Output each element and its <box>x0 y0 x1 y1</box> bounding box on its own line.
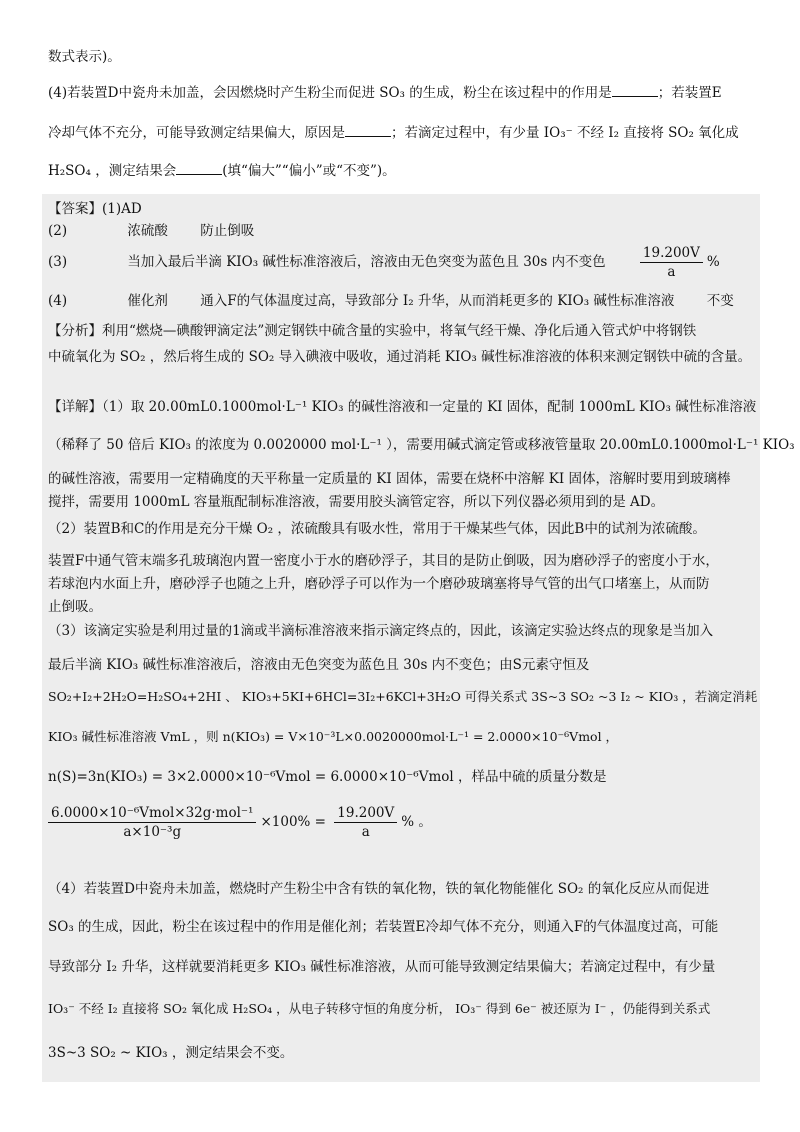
detail-line-4 <box>48 493 760 511</box>
answer-2 <box>48 222 760 240</box>
question-line-4 <box>48 162 760 180</box>
question-line-3 <box>48 124 760 142</box>
text: 【答案】(1)AD <box>48 201 142 217</box>
detail-line-1 <box>48 398 760 416</box>
analysis-line-2 <box>48 348 760 366</box>
text: 3S~3 SO₂ ~ KIO₃ ，测定结果会不变。 <box>48 1045 294 1061</box>
text: 中硫氧化为 SO₂ ，然后将生成的 SO₂ 导入碘液中吸收，通过消耗 KIO₃ 碱性标准溶液的体积来测定钢铁中硫的含量。 <box>48 349 752 365</box>
detail-line-8 <box>48 598 760 616</box>
text: 催化剂 <box>127 293 168 309</box>
text: IO₃⁻ 不经 I₂ 直接将 SO₂ 氧化成 H₂SO₄ ，从电子转移守恒的角度分析， IO₃⁻ 得到 6e⁻ 被还原为 I⁻ ，仍能得到关系式 <box>48 1001 711 1016</box>
text: （3）该滴定实验是利用过量的1滴或半滴标准溶液来指示滴定终点的，因此，该滴定实验达终点的现象是当加入 <box>48 623 714 639</box>
text: 冷却气体不充分，可能导致测定结果偏大，原因是 <box>48 125 345 141</box>
denominator: a <box>667 264 676 280</box>
text: SO₃ 的生成，因此，粉尘在该过程中的作用是催化剂；若装置E冷却气体不充分，则通入F的气体温度过高，可能 <box>48 919 719 935</box>
text: KIO₃ 碱性标准溶液 VmL ，则 n(KIO₃) = V×10⁻³L×0.0020000mol·L⁻¹ = 2.0000×10⁻⁶Vmol ， <box>48 729 619 744</box>
detail-line-2 <box>48 436 795 454</box>
question-line-1 <box>48 48 760 66</box>
answer-blank <box>612 84 658 97</box>
text: 当加入最后半滴 KIO₃ 碱性标准溶液后，溶液由无色突变为蓝色且 30s 内不变色 <box>127 254 606 270</box>
detail-line-6 <box>48 552 760 570</box>
answer-heading <box>48 200 760 218</box>
detail-line-5 <box>48 520 760 538</box>
answer-blank <box>176 162 222 175</box>
detail-line-10 <box>48 656 760 674</box>
detail-line-11 <box>48 688 760 706</box>
detail-line-3 <box>48 470 760 488</box>
text: 防止倒吸 <box>200 223 255 239</box>
text: n(S)=3n(KIO₃) = 3×2.0000×10⁻⁶Vmol = 6.0000×10⁻⁶Vmol ，样品中硫的质量分数是 <box>48 769 607 785</box>
text: 若球泡内水面上升，磨砂浮子也随之上升，磨砂浮子可以作为一个磨砂玻璃塞将导气管的出气口堵塞上，从而防 <box>48 576 710 592</box>
fraction <box>48 804 256 841</box>
numerator: 19.200V <box>640 244 703 263</box>
text: (4)若装置D中瓷舟未加盖，会因燃烧时产生粉尘而促进 SO₃ 的生成，粉尘在该过程中的作用是 <box>48 85 612 101</box>
text: 通入F的气体温度过高，导致部分 I₂ 升华，从而消耗更多的 KIO₃ 碱性标准溶液 <box>200 293 675 309</box>
text: 最后半滴 KIO₃ 碱性标准溶液后，溶液由无色突变为蓝色且 30s 内不变色；由S元素守恒及 <box>48 657 590 673</box>
denominator: a×10⁻³g <box>123 824 182 840</box>
denominator: a <box>361 824 370 840</box>
text: 不变 <box>706 293 734 309</box>
detail-line-18 <box>48 1000 760 1018</box>
analysis-line-1 <box>48 322 760 340</box>
text: 【详解】（1）取 20.00mL0.1000mol·L⁻¹ KIO₃ 的碱性溶液和一定量的 KI 固体，配制 1000mL KIO₃ 碱性标准溶液 <box>48 399 757 415</box>
detail-line-15 <box>48 880 760 898</box>
text: (填“偏大”“偏小”或“不变”)。 <box>222 163 396 179</box>
text: ；若滴定过程中，有少量 IO₃⁻ 不经 I₂ 直接将 SO₂ 氧化成 <box>391 125 739 141</box>
detail-line-19 <box>48 1044 760 1062</box>
text: 导致部分 I₂ 升华，这样就要消耗更多 KIO₃ 碱性标准溶液，从而可能导致测定结果偏大；若滴定过程中，有少量 <box>48 959 716 975</box>
text: 【分析】利用“燃烧—碘酸钾滴定法”测定钢铁中硫含量的实验中，将氧气经干燥、净化后通入管式炉中将钢铁 <box>48 323 697 339</box>
text: ×100% = <box>260 814 326 830</box>
text: (2) <box>48 223 68 239</box>
text: (3) <box>48 254 68 270</box>
text: 的碱性溶液，需要用一定精确度的天平称量一定质量的 KI 固体，需要在烧杯中溶解 KI 固体，溶解时要用到玻璃棒 <box>48 471 731 487</box>
text: % 。 <box>401 814 432 830</box>
detail-line-12 <box>48 728 760 746</box>
text: ；若装置E <box>657 85 722 101</box>
text: 止倒吸。 <box>48 599 102 615</box>
text: 数式表示)。 <box>48 49 121 65</box>
detail-line-14 <box>48 804 760 848</box>
question-line-2 <box>48 84 760 102</box>
text: (4) <box>48 293 68 309</box>
answer-3 <box>48 244 760 281</box>
detail-line-9 <box>48 622 760 640</box>
text: H₂SO₄ ，测定结果会 <box>48 163 177 179</box>
detail-line-16 <box>48 918 760 936</box>
text: % <box>706 254 720 270</box>
detail-line-7 <box>48 575 760 593</box>
fraction <box>334 804 397 841</box>
text: 搅拌，需要用 1000mL 容量瓶配制标准溶液，需要用胶头滴管定容，所以下列仪器必须用到的是 AD。 <box>48 494 665 510</box>
text: （2）装置B和C的作用是充分干燥 O₂ ，浓硫酸具有吸水性，常用于干燥某些气体，因此B中的试剂为浓硫酸。 <box>48 521 706 537</box>
text: 装置F中通气管末端多孔玻璃泡内置一密度小于水的磨砂浮子，其目的是防止倒吸，因为磨砂浮子的密度小于水， <box>48 553 719 569</box>
detail-line-13 <box>48 768 760 786</box>
numerator: 6.0000×10⁻⁶Vmol×32g·mol⁻¹ <box>48 804 256 823</box>
detail-line-17 <box>48 958 760 976</box>
answer-blank <box>345 124 391 137</box>
text: （稀释了 50 倍后 KIO₃ 的浓度为 0.0020000 mol·L⁻¹ ），需要用碱式滴定管或移液管量取 20.00mL0.1000mol·L⁻¹ KIO₃ <box>48 437 795 453</box>
text: （4）若装置D中瓷舟未加盖，燃烧时产生粉尘中含有铁的氧化物，铁的氧化物能催化 SO₂ 的氧化反应从而促进 <box>48 881 710 897</box>
answer-4 <box>48 292 760 310</box>
text: SO₂+I₂+2H₂O=H₂SO₄+2HI 、 KIO₃+5KI+6HCl=3I₂+6KCl+3H₂O 可得关系式 3S~3 SO₂ ~3 I₂ ~ KIO₃ ，若滴定消耗 <box>48 689 758 704</box>
numerator: 19.200V <box>334 804 397 823</box>
text: 浓硫酸 <box>127 223 168 239</box>
fraction <box>640 244 703 281</box>
